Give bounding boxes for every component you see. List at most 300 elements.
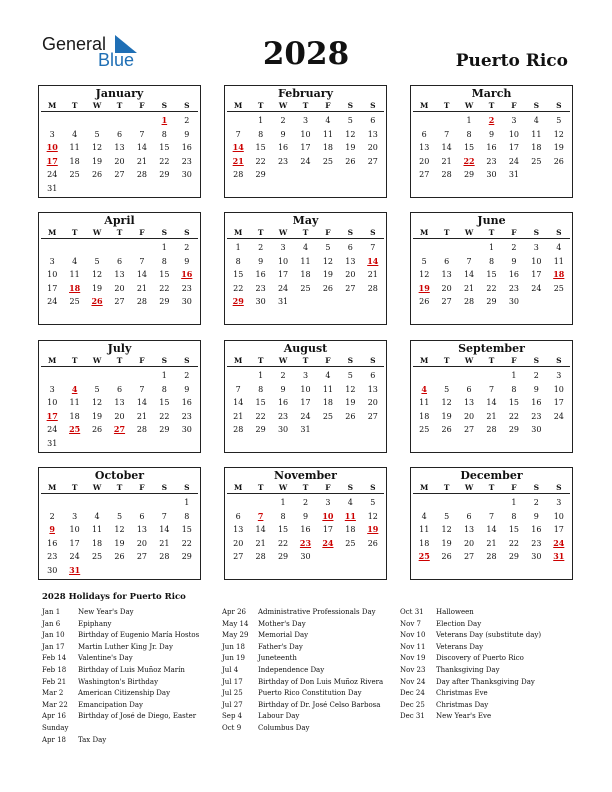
calendar-day: 29 <box>255 170 266 180</box>
weekday-label: W <box>92 101 102 110</box>
calendar-day: 1 <box>511 498 517 507</box>
days-grid <box>413 241 570 309</box>
holiday-date: May 29 <box>222 631 249 640</box>
empty-day <box>413 241 435 255</box>
calendar-day: 2 <box>184 116 190 125</box>
calendar-day: 26 <box>441 425 452 435</box>
calendar-day: 8 <box>161 384 167 394</box>
weekday-label: S <box>184 228 190 237</box>
calendar-day: 26 <box>91 425 103 435</box>
calendar-day: 13 <box>114 398 125 408</box>
holiday-date: Nov 19 <box>400 654 426 663</box>
calendar-day: 15 <box>159 270 170 280</box>
calendar-day: 5 <box>94 384 100 394</box>
calendar-day: 4 <box>533 116 539 125</box>
calendar-day: 22 <box>181 538 192 548</box>
month-march <box>410 85 573 198</box>
holiday-name: Christmas Day <box>436 700 489 709</box>
calendar-day: 1 <box>488 243 495 252</box>
weekday-label: W <box>278 228 288 237</box>
holiday-name: American Citizenship Day <box>78 689 171 698</box>
calendar-day: 30 <box>181 425 192 435</box>
holiday-date: Feb 14 <box>42 654 67 663</box>
calendar-day: 23 <box>531 411 542 421</box>
calendar-day: 6 <box>347 243 353 252</box>
holiday-name: Puerto Rico Constitution Day <box>258 689 362 698</box>
calendar-day: 27 <box>463 425 475 435</box>
calendar-day: 21 <box>441 156 452 166</box>
holiday-date: Oct 9 <box>222 723 242 732</box>
holiday-date: Sep 4 <box>222 712 243 721</box>
calendar-day: 9 <box>280 129 286 139</box>
month-april <box>38 212 201 325</box>
calendar-day: 5 <box>94 129 100 139</box>
calendar-day: 8 <box>511 511 517 521</box>
month-title: August <box>283 342 328 355</box>
calendar-day: 16 <box>277 143 289 153</box>
month-title: December <box>460 469 523 482</box>
calendar-day: 5 <box>444 511 450 521</box>
calendar-day: 8 <box>488 256 495 266</box>
holiday-row <box>400 607 541 619</box>
empty-day <box>413 114 435 128</box>
weekday-label: T <box>443 483 450 492</box>
holiday-name: Veterans Day (substitute day) <box>436 631 542 640</box>
holiday-column <box>222 607 383 735</box>
calendar-day: 12 <box>367 511 378 521</box>
holiday-day: 14 <box>232 142 244 153</box>
calendar-day: 14 <box>136 398 148 408</box>
calendar-day: 16 <box>277 398 289 408</box>
calendar-day: 10 <box>47 270 58 280</box>
holiday-day: 11 <box>344 510 356 521</box>
calendar-day: 11 <box>69 143 80 153</box>
calendar-day: 8 <box>280 511 286 521</box>
month-october <box>38 467 201 580</box>
weekday-label: W <box>92 356 102 365</box>
calendar-day: 6 <box>421 129 427 139</box>
holiday-date: Mar 22 <box>42 700 68 709</box>
weekday-label: S <box>556 101 562 110</box>
calendar-day: 5 <box>116 511 123 521</box>
empty-day <box>227 496 249 510</box>
holiday-day: 2 <box>488 115 495 125</box>
calendar-day: 1 <box>184 498 190 507</box>
calendar-day: 28 <box>486 552 497 562</box>
calendar-day: 29 <box>159 170 170 180</box>
calendar-day: 6 <box>466 384 472 394</box>
empty-day <box>435 369 457 383</box>
calendar-day: 14 <box>463 270 475 280</box>
holiday-name: Birthday of Luis Muñoz Marín <box>78 665 185 674</box>
calendar-day: 10 <box>47 398 58 408</box>
calendar-day: 21 <box>367 270 378 280</box>
calendar-day: 16 <box>181 143 192 153</box>
empty-day <box>227 114 249 128</box>
weekday-label: W <box>278 101 288 110</box>
calendar-day: 29 <box>255 425 266 435</box>
calendar-day: 16 <box>531 398 542 408</box>
calendar-day: 3 <box>556 498 562 507</box>
calendar-day: 5 <box>556 116 562 125</box>
weekday-label: M <box>234 356 243 365</box>
calendar-day: 3 <box>556 371 562 380</box>
calendar-day: 11 <box>531 129 542 139</box>
weekday-label: F <box>139 483 145 492</box>
days-grid <box>41 241 198 309</box>
calendar-day: 19 <box>91 156 103 166</box>
calendar-day: 13 <box>114 143 125 153</box>
calendar-day: 13 <box>367 384 378 394</box>
calendar-day: 22 <box>159 283 170 293</box>
calendar-day: 30 <box>300 552 311 562</box>
weekday-label: T <box>443 228 450 237</box>
calendar-day: 12 <box>91 270 103 280</box>
holiday-day: 10 <box>322 510 334 521</box>
calendar-day: 5 <box>325 243 331 252</box>
weekday-label: F <box>511 228 517 237</box>
calendar-day: 2 <box>184 243 190 252</box>
calendar-day: 10 <box>553 511 564 521</box>
holiday-name: Birthday of José de Diego, Easter <box>78 712 197 721</box>
calendar-day: 20 <box>114 411 125 421</box>
empty-day <box>131 241 153 255</box>
weekday-label: M <box>48 101 57 110</box>
weekday-label: M <box>48 356 57 365</box>
calendar-day: 25 <box>69 170 80 180</box>
calendar-day: 24 <box>47 297 58 307</box>
weekday-label: F <box>325 483 331 492</box>
weekday-label: T <box>488 483 495 492</box>
calendar-day: 4 <box>72 256 78 266</box>
calendar-day: 12 <box>91 398 103 408</box>
calendar-day: 23 <box>181 156 192 166</box>
holiday-row <box>42 677 199 689</box>
holiday-day: 17 <box>46 155 58 166</box>
weekday-header <box>41 482 198 494</box>
calendar-day: 24 <box>300 156 311 166</box>
holiday-day: 10 <box>46 142 58 153</box>
weekday-label: S <box>347 483 354 492</box>
calendar-day: 17 <box>47 283 58 293</box>
holiday-day: 14 <box>367 255 379 266</box>
holiday-name: Discovery of Puerto Rico <box>436 654 524 663</box>
weekday-label: M <box>234 101 243 110</box>
holiday-name: Halloween <box>436 608 474 616</box>
calendar-day: 30 <box>47 565 58 575</box>
calendar-day: 1 <box>161 243 167 252</box>
calendar-day: 23 <box>277 411 289 421</box>
holiday-row <box>400 619 541 631</box>
empty-day <box>435 496 457 510</box>
holiday-name: New Year's Eve <box>436 712 492 721</box>
calendar-day: 22 <box>159 411 170 421</box>
calendar-day: 9 <box>184 129 190 139</box>
weekday-label: S <box>184 356 190 365</box>
calendar-day: 3 <box>325 498 331 507</box>
calendar-day: 9 <box>280 384 286 394</box>
holiday-day: 22 <box>463 155 475 166</box>
calendar-day: 29 <box>508 425 520 435</box>
calendar-day: 17 <box>277 270 289 280</box>
calendar-day: 10 <box>277 256 289 266</box>
calendar-day: 7 <box>139 129 145 139</box>
calendar-day: 4 <box>302 243 309 252</box>
calendar-day: 20 <box>114 283 125 293</box>
calendar-day: 29 <box>159 297 170 307</box>
weekday-label: T <box>488 101 495 110</box>
calendar-day: 17 <box>322 525 334 535</box>
days-grid <box>413 369 570 437</box>
calendar-day: 14 <box>159 525 170 535</box>
weekday-label: S <box>161 101 168 110</box>
weekday-label: T <box>443 101 450 110</box>
month-title: April <box>104 214 135 227</box>
calendar-day: 27 <box>136 552 148 562</box>
calendar-day: 23 <box>181 411 192 421</box>
weekday-label: S <box>370 101 376 110</box>
calendar-day: 15 <box>181 525 192 535</box>
weekday-label: S <box>370 483 376 492</box>
weekday-label: M <box>420 228 429 237</box>
calendar-day: 3 <box>49 384 55 394</box>
logo-general-text: General <box>42 34 107 54</box>
calendar-day: 3 <box>49 129 55 139</box>
calendar-day: 9 <box>488 129 495 139</box>
calendar-day: 11 <box>69 398 80 408</box>
calendar-day: 12 <box>322 256 334 266</box>
holiday-row <box>42 688 199 700</box>
calendar-day: 9 <box>533 511 539 521</box>
calendar-day: 7 <box>444 129 450 139</box>
calendar-day: 1 <box>280 498 286 507</box>
weekday-header <box>227 355 384 367</box>
calendar-day: 30 <box>531 425 542 435</box>
calendar-day: 15 <box>508 525 520 535</box>
calendar-day: 30 <box>181 297 192 307</box>
month-title: February <box>277 87 333 100</box>
calendar-day: 2 <box>258 243 264 252</box>
calendar-day: 15 <box>159 398 170 408</box>
calendar-day: 25 <box>553 283 564 293</box>
holiday-date: Jan 1 <box>42 608 61 616</box>
calendar-day: 18 <box>419 538 430 548</box>
calendar-day: 9 <box>511 256 517 266</box>
holiday-row <box>222 665 383 677</box>
empty-day <box>108 369 130 383</box>
weekday-header <box>413 227 570 239</box>
calendar-day: 20 <box>463 538 475 548</box>
empty-day <box>41 496 63 510</box>
holiday-date: Feb 18 <box>42 665 67 674</box>
holiday-name: Day after Thanksgiving Day <box>436 677 535 686</box>
calendar-day: 29 <box>508 552 520 562</box>
calendar-day: 20 <box>441 283 452 293</box>
holiday-day: 16 <box>181 269 193 280</box>
holiday-date: Jul 4 <box>222 665 239 674</box>
month-july <box>38 340 201 453</box>
weekday-label: S <box>533 483 540 492</box>
holiday-day: 18 <box>69 282 81 293</box>
holiday-day: 19 <box>418 282 430 293</box>
calendar-day: 12 <box>441 398 452 408</box>
holiday-day: 29 <box>232 296 244 307</box>
calendar-day: 28 <box>367 283 378 293</box>
empty-day <box>41 114 63 128</box>
calendar-day: 29 <box>463 170 475 180</box>
weekday-label: F <box>325 101 331 110</box>
holiday-date: Nov 7 <box>400 619 421 628</box>
calendar-day: 21 <box>136 156 148 166</box>
holiday-date: Nov 10 <box>400 631 426 640</box>
calendar-day: 18 <box>69 156 80 166</box>
holiday-row <box>42 665 199 677</box>
empty-day <box>86 114 108 128</box>
empty-day <box>413 496 435 510</box>
holiday-row <box>42 607 199 619</box>
month-title: September <box>458 342 525 355</box>
holiday-name: Mother's Day <box>258 619 306 628</box>
calendar-day: 18 <box>322 398 334 408</box>
month-title: March <box>471 87 512 100</box>
holiday-day: 1 <box>161 115 168 125</box>
holiday-row <box>42 642 199 654</box>
holiday-day: 17 <box>46 410 58 421</box>
empty-day <box>458 241 480 255</box>
holiday-day: 7 <box>257 510 264 521</box>
calendar-day: 4 <box>325 371 331 380</box>
holiday-date: Jul 17 <box>222 677 243 686</box>
weekday-label: S <box>347 228 354 237</box>
calendar-day: 9 <box>184 256 190 266</box>
calendar-day: 26 <box>114 552 125 562</box>
holiday-day: 25 <box>418 551 430 562</box>
holiday-date: Mar 2 <box>42 689 64 698</box>
calendar-day: 5 <box>94 256 100 266</box>
calendar-day: 17 <box>300 143 311 153</box>
calendar-day: 19 <box>345 398 356 408</box>
calendar-day: 19 <box>322 270 334 280</box>
days-grid <box>227 114 384 182</box>
weekday-label: S <box>370 228 376 237</box>
calendar-day: 27 <box>114 297 125 307</box>
holiday-date: Nov 11 <box>400 642 426 651</box>
weekday-label: S <box>161 228 168 237</box>
holiday-name: Juneteenth <box>258 654 297 663</box>
empty-day <box>435 114 457 128</box>
weekday-label: M <box>48 228 57 237</box>
calendar-day: 10 <box>508 129 520 139</box>
calendar-day: 15 <box>159 143 170 153</box>
calendar-day: 10 <box>531 256 542 266</box>
weekday-header <box>227 227 384 239</box>
calendar-day: 3 <box>72 511 78 521</box>
calendar-day: 7 <box>235 384 241 394</box>
empty-day <box>131 496 153 510</box>
calendar-day: 7 <box>139 384 145 394</box>
holiday-row <box>400 677 541 689</box>
weekday-label: T <box>257 356 264 365</box>
holiday-day: 31 <box>553 551 565 562</box>
weekday-header <box>227 482 384 494</box>
weekday-label: T <box>302 483 309 492</box>
calendar-day: 18 <box>69 411 80 421</box>
calendar-day: 6 <box>370 371 376 380</box>
holiday-day: 19 <box>367 524 379 535</box>
weekday-label: F <box>139 228 145 237</box>
weekday-label: T <box>71 101 78 110</box>
calendar-day: 8 <box>258 384 264 394</box>
calendar-day: 24 <box>553 411 564 421</box>
calendar-day: 28 <box>159 552 170 562</box>
weekday-label: W <box>92 228 102 237</box>
holiday-name: Birthday of Eugenio María Hostos <box>78 631 200 640</box>
holiday-day: 25 <box>69 424 81 435</box>
calendar-day: 27 <box>463 552 475 562</box>
calendar-day: 12 <box>91 143 103 153</box>
holiday-date: Jan 17 <box>42 642 65 651</box>
calendar-day: 21 <box>486 411 497 421</box>
calendar-day: 14 <box>486 398 497 408</box>
calendar-day: 16 <box>47 538 58 548</box>
calendar-day: 25 <box>69 297 80 307</box>
holiday-date: Feb 21 <box>42 677 67 686</box>
holiday-row <box>42 653 199 665</box>
calendar-day: 29 <box>159 425 170 435</box>
weekday-label: S <box>347 101 354 110</box>
holiday-name: Christmas Eve <box>436 689 488 698</box>
calendar-day: 31 <box>277 297 289 307</box>
calendar-day: 4 <box>347 498 353 507</box>
calendar-day: 12 <box>114 525 125 535</box>
calendar-day: 11 <box>322 129 334 139</box>
empty-day <box>413 369 435 383</box>
calendar-day: 14 <box>486 525 497 535</box>
calendar-day: 23 <box>255 283 266 293</box>
calendar-day: 29 <box>181 552 192 562</box>
weekday-label: T <box>116 483 123 492</box>
holiday-date: Jul 25 <box>222 689 243 698</box>
holiday-name: Labour Day <box>258 712 300 721</box>
weekday-label: S <box>533 228 540 237</box>
calendar-day: 30 <box>181 170 192 180</box>
holiday-day: 18 <box>553 269 565 280</box>
calendar-day: 13 <box>233 525 244 535</box>
weekday-label: M <box>234 483 243 492</box>
calendar-day: 8 <box>161 129 167 139</box>
calendar-day: 27 <box>367 411 378 421</box>
empty-day <box>63 241 85 255</box>
calendar-day: 11 <box>322 384 334 394</box>
holiday-name-continued: Sunday <box>42 723 69 732</box>
weekday-label: M <box>420 101 429 110</box>
holiday-day: 4 <box>71 383 78 394</box>
empty-day <box>131 114 153 128</box>
calendar-day: 18 <box>91 538 103 548</box>
weekday-header <box>227 100 384 112</box>
calendar-day: 23 <box>277 156 289 166</box>
days-grid <box>41 369 198 451</box>
calendar-day: 13 <box>419 143 430 153</box>
holiday-row <box>222 688 383 700</box>
calendar-day: 24 <box>300 411 311 421</box>
weekday-label: T <box>116 356 123 365</box>
calendar-day: 22 <box>277 538 289 548</box>
weekday-label: W <box>464 483 474 492</box>
calendar-day: 25 <box>345 538 356 548</box>
calendar-day: 5 <box>421 256 427 266</box>
calendar-day: 23 <box>181 283 192 293</box>
